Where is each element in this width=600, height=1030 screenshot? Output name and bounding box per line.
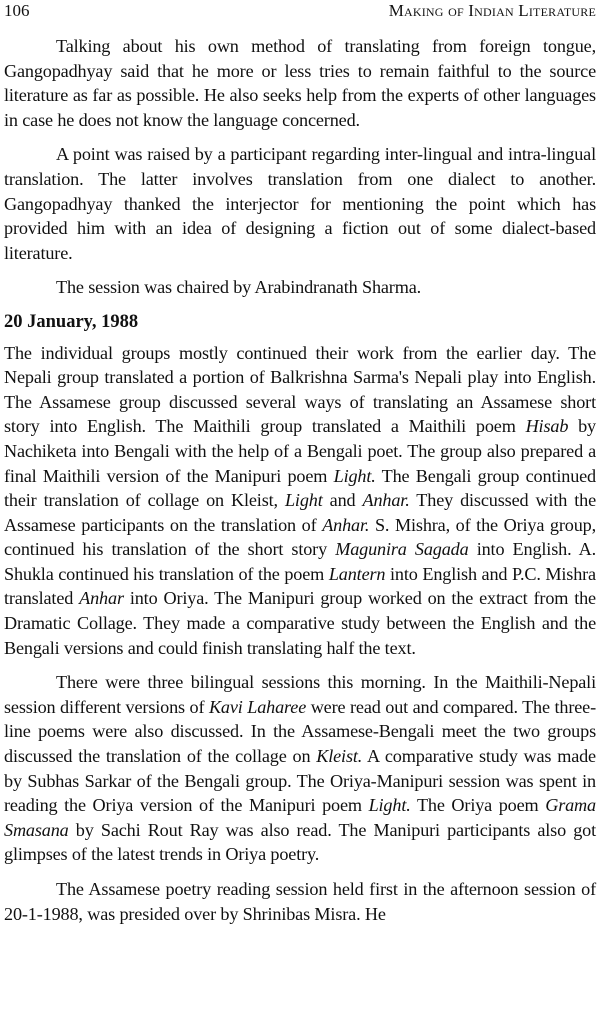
running-head: Making of Indian Literature — [388, 1, 596, 20]
paragraph-translation-method: Talking about his own method of translating from foreign tongue, Gangopadhyay said that he more or less tries to remain faithful to the source literature as far as possible. He also seeks help from the experts of other languages in case he does not know the language concerned. — [4, 36, 596, 130]
title-kavi-laharee: Kavi Laharee — [208, 696, 307, 717]
paragraph-poetry-reading: The Assamese poetry reading session held first in the afternoon session of 20-1-1988, was presided over by Shrinibas Misra. He — [4, 879, 596, 924]
title-light-3: Light. — [368, 795, 411, 816]
title-grama-smasana: Grama Smasana — [4, 795, 596, 840]
book-page — [4, 0, 596, 926]
title-light-2: Light — [284, 490, 323, 511]
paragraph-bilingual-sessions: There were three bilingual sessions this morning. In the Maithili-Nepali session different versions of Kavi Laharee were read out and compared. The three-line poems were also discussed. In the Assamese-Bengali meet the two groups discussed the translation of the collage on Kleist. A comparative study was made by Subhas Sarkar of the Bengali group. The Oriya-Manipuri session was spent in reading the Oriya version of the Manipuri poem Light. The Oriya poem Grama Smasana by Sachi Rout Ray was also read. The Manipuri participants also got glimpses of the latest trends in Oriya poetry. — [4, 672, 596, 865]
paragraph-group-work: The individual groups mostly continued their work from the earlier day. The Nepali group translated a portion of Balkrishna Sarma's Nepali play into English. The Assamese group discussed several ways of translating an Assamese short story into English. The Maithili group translated a Maithili poem Hisab by Nachiketa into Bengali with the help of a Bengali poet. The group also prepared a final Maithili version of the Manipuri poem Light. The Bengali group continued their translation of collage on Kleist, Light and Anhar. They discussed with the Assamese participants on the translation of Anhar. S. Mishra, of the Oriya group, continued his translation of the short story Magunira Sagada into English. A. Shukla continued his translation of the poem Lantern into English and P.C. Mishra translated Anhar into Oriya. The Manipuri group worked on the extract from the Dramatic Collage. They made a comparative study between the English and the Bengali versions and could finish translating half the text. — [4, 342, 597, 658]
paragraph-session-chair: The session was chaired by Arabindranath Sharma. — [56, 277, 422, 298]
page-header — [4, 0, 596, 34]
title-magunira-sagada: Magunira Sagada — [335, 539, 469, 560]
title-kleist: Kleist. — [316, 746, 363, 767]
title-anhar-3: Anhar — [79, 588, 124, 609]
title-anhar-2: Anhar. — [322, 514, 370, 535]
title-light: Light. — [333, 465, 376, 486]
paragraph-inter-lingual: A point was raised by a participant regarding inter-lingual and intra-lingual translation. The latter involves translation from one dialect to another. Gangopadhyay thanked the interjector for mentioning the point which has provided him with an idea of designing a fiction out of some dialect-based literature. — [4, 144, 596, 263]
title-anhar: Anhar. — [362, 490, 410, 511]
title-lantern: Lantern — [328, 563, 386, 584]
date-heading: 20 January, 1988 — [4, 311, 139, 332]
title-hisab: Hisab — [525, 416, 569, 437]
page-number: 106 — [4, 1, 30, 20]
